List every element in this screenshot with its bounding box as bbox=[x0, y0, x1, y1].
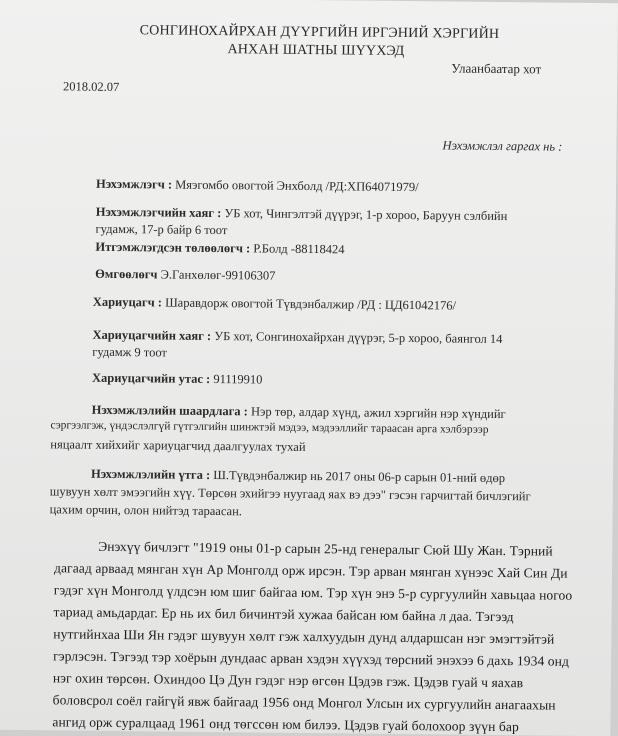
defendant-address-cont: гудамж 9 тоот bbox=[92, 344, 168, 360]
representative-row bbox=[95, 241, 344, 256]
plaintiff-address-label: Нэхэмжлэгчийн хаяг : bbox=[95, 204, 222, 221]
defendant-label: Хариуцагч : bbox=[92, 294, 163, 310]
claim-demand-cont-2: няцаалт хийхийг хариуцагчид даалгуулах тухай bbox=[50, 437, 306, 454]
claim-content-value: Ш.Түвдэнбалжир нь 2017 оны 06-р сарын 01-ний өдөр bbox=[213, 468, 506, 486]
date: 2018.02.07 bbox=[63, 79, 120, 95]
representative-value: Р.Болд -88118424 bbox=[253, 241, 345, 257]
court-name-line-2: АНХАН ШАТНЫ ШҮҮХЭД bbox=[227, 42, 405, 60]
claim-demand-row bbox=[92, 404, 506, 421]
defendant-row bbox=[93, 296, 456, 312]
defendant-phone-row bbox=[92, 372, 263, 386]
defendant-value: Шаравдорж овогтой Түвдэнбалжир /РД : ЦД61042176/ bbox=[165, 295, 457, 313]
lawyer-row bbox=[95, 268, 275, 282]
body-line: Энэхүү бичлэгт "1919 оны 01-р сарын 25-нд генералыг Сюй Шу Жан. Тэрний bbox=[98, 538, 553, 559]
claim-content-label: Нэхэмжлэлийн үтга : bbox=[90, 466, 211, 482]
claim-content-cont-1: шувуун хөлт эмээгийн хүү. Төрсөн эхийгээ нуугаад яах вэ дээ" гэсэн гарчигтай бичлэгийг bbox=[49, 484, 531, 504]
plaintiff-value: Мяэгомбо овогтой Энхболд /РД:ХП64071979/ bbox=[175, 177, 419, 195]
heading: Нэхэмжлэл гаргах нь : bbox=[442, 138, 563, 154]
body-line: дагаад арваад мянган хүн Ар Монголд орж ирсэн. Тэр арван мянган хүнээс Хай Син Ди bbox=[53, 560, 568, 581]
lawyer-label: Өмгөөлөгч bbox=[95, 266, 158, 282]
claim-demand-cont-1: сэргээлгэж, үндэслэлгүй гүтгэлгийн шинжтэй мэдээ, мэдээллийг тараасан арга хэлбэрээр bbox=[50, 419, 489, 436]
claim-demand-value: Нэр төр, алдар хүнд, ажил хэргийн нэр хүндийг bbox=[250, 404, 506, 422]
claim-content-row bbox=[91, 468, 505, 485]
defendant-address-label: Хариуцагчийн хаяг : bbox=[92, 327, 212, 343]
plaintiff-row bbox=[96, 178, 419, 194]
city: Улаанбаатар хот bbox=[451, 60, 542, 77]
defendant-address-row bbox=[92, 329, 502, 346]
body-line: нутгийнхаа Ши Ян гэдэг шувуун хөлт гэж халхуудын дунд алдаршсан нэг эмэгтэйтэй bbox=[53, 626, 555, 647]
plaintiff-address-cont: гудамж, 17-р байр 6 тоот bbox=[95, 221, 228, 238]
claim-demand-label: Нэхэмжлэлийн шаардлага : bbox=[91, 402, 248, 419]
defendant-phone-label: Хариуцагчийн утас : bbox=[91, 370, 211, 386]
claim-content-cont-2: цахим орчин, олон нийтэд тараасан. bbox=[49, 502, 243, 519]
lawyer-value: Э.Ганхөлөг-99106307 bbox=[160, 267, 276, 283]
body-line: тариад амьдардаг. Ер нь их бил бичинтэй хужаа байсан юм байна л даа. Тэгээд bbox=[53, 604, 514, 625]
body-line: ангид орж суралцаад 1961 онд төгссөн юм билээ. Цэдэв гуай болохоор зүүн бар bbox=[52, 714, 519, 735]
plaintiff-address-row bbox=[96, 206, 508, 223]
plaintiff-label: Нэхэмжлэгч : bbox=[95, 176, 173, 192]
court-name-line-1: СОНГИНОХАЙРХАН ДҮҮРГИЙН ИРГЭНИЙ ХЭРГИЙН bbox=[139, 23, 500, 42]
body-line: боловсрол соёл гайгүй явж байгаад 1956 онд Монгол Улсын их сургуулийн анагаахын bbox=[52, 692, 556, 713]
plaintiff-address-value: УБ хот, Чингэлтэй дүүрэг, 1-р хороо, Баруун сэлбийн bbox=[224, 206, 508, 224]
representative-label: Итгэмжлэгдсэн төлөөлөгч : bbox=[95, 239, 251, 256]
body-line: гэдэг хүн Монголд үлдсэн юм шиг байгаа юм. Тэр хүн энэ 5-р сургуулийн хавьцаа ногоо bbox=[53, 582, 573, 603]
body-line: гэрлэсэн. Тэгээд тэр хоёрын дундаас арван хэдэн хүүхэд төрсний энэхээ 6 дахь 1934 онд bbox=[53, 648, 570, 669]
body-line: нэг охин төрсөн. Охиндоо Цэ Дун гэдэг нэр өгсөн Цэдэв гэж. Цэдэв гуай ч яахав bbox=[52, 670, 524, 691]
defendant-phone-value: 91119910 bbox=[213, 372, 263, 387]
defendant-address-value: УБ хот, Сонгинохайрхан дүүрэг, 5-р хороо, баянгол 14 bbox=[214, 329, 503, 347]
